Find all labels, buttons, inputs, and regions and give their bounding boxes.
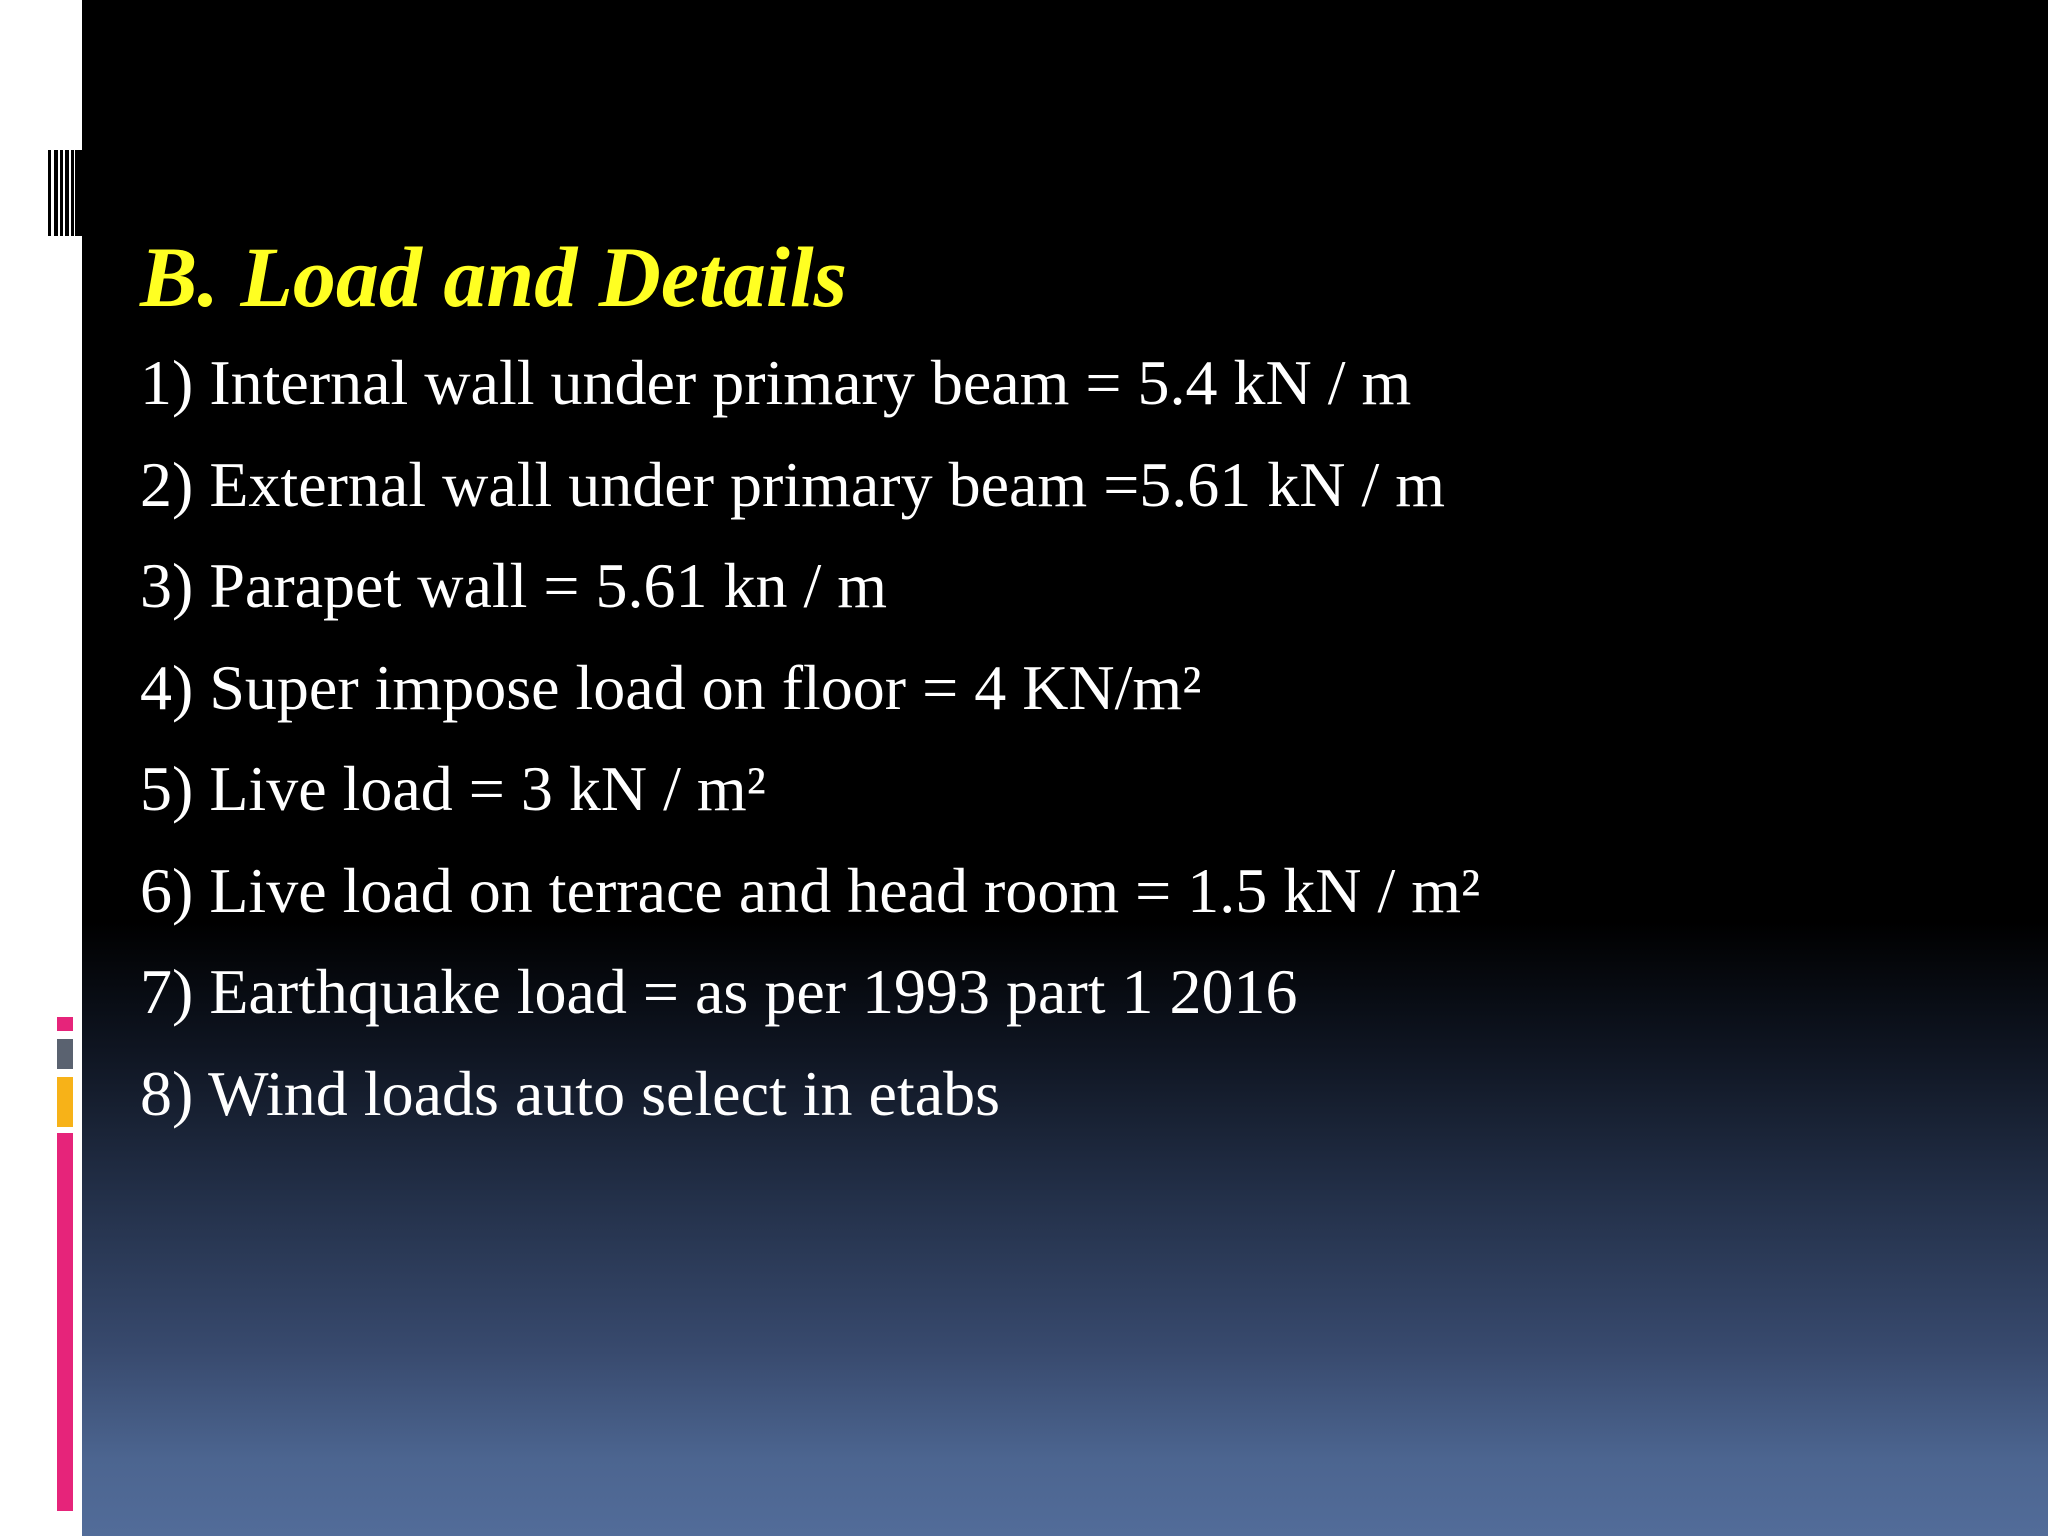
list-item: 2) External wall under primary beam =5.61 kN / m [140, 448, 1446, 520]
list-item: 1) Internal wall under primary beam = 5.4 kN / m [140, 347, 1412, 418]
slide-content [140, 222, 2000, 1144]
accent-bar-pink [57, 1133, 73, 1511]
load-details-list [140, 332, 2000, 1144]
list-item: 8) Wind loads auto select in etabs [140, 1057, 1001, 1129]
slide-title: B. Load and Details [140, 229, 848, 325]
list-item: 7) Earthquake load = as per 1993 part 1 2016 [140, 956, 1298, 1027]
accent-gap [57, 1069, 73, 1077]
list-item: 5) Live load = 3 kN / m² [140, 753, 766, 824]
list-item: 6) Live load on terrace and head room = 1.5 kN / m² [140, 854, 1481, 926]
accent-bar-gray [57, 1039, 73, 1069]
list-item: 4) Super impose load on floor = 4 KN/m² [140, 651, 1202, 723]
accent-bar-gold [57, 1077, 73, 1127]
accent-gap [57, 1031, 73, 1039]
stripes-decoration [48, 150, 82, 236]
list-item: 3) Parapet wall = 5.61 kn / m [140, 550, 888, 621]
accent-bar-pink-top [57, 1017, 73, 1031]
